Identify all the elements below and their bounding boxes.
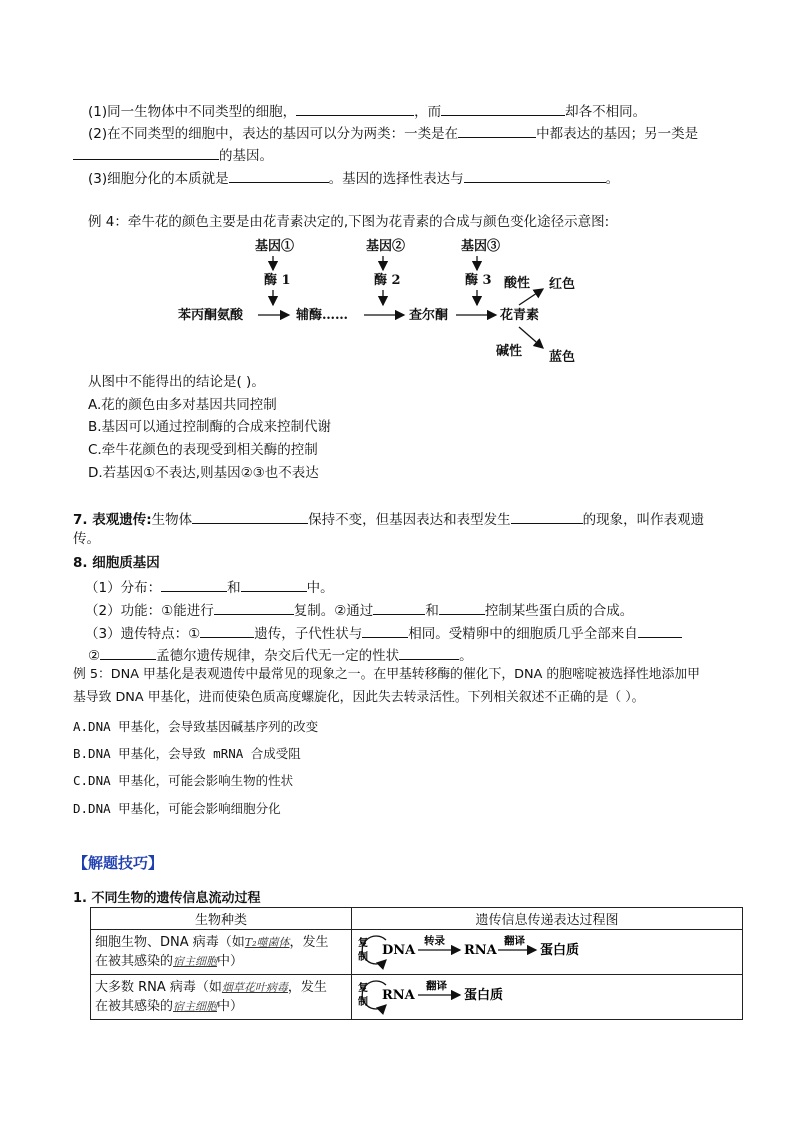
row1-flow	[352, 930, 743, 975]
blank	[439, 600, 485, 615]
blank	[638, 623, 682, 638]
section7-line: 7. 表观遗传:生物体 保持不变，但基因表达和表型发生 的现象，叫作表观遗	[73, 509, 704, 529]
anthocyanin-pathway-diagram	[0, 0, 794, 380]
example5-option-b: B.DNA 甲基化，会导致 mRNA 合成受阻	[73, 746, 301, 761]
arrow	[519, 289, 543, 305]
gene2-label: 基因②	[366, 239, 406, 254]
question-2: (2)在不同类型的细胞中，表达的基因可以分为两类：一类是在 中都表达的基因；另一类是	[88, 123, 698, 143]
svg-text:复: 复	[358, 983, 368, 994]
gene3-label: 基因③	[461, 239, 501, 254]
example5-option-a: A.DNA 甲基化，会导致基因碱基序列的改变	[73, 719, 319, 734]
blue-label: 蓝色	[549, 350, 576, 365]
section8-function: （2）功能：①能进行 复制。②通过 和 控制某些蛋白质的合成。	[85, 600, 633, 620]
svg-text:复: 复	[358, 938, 368, 949]
blank	[200, 623, 254, 638]
row1-species: 细胞生物、DNA 病毒（如T₂噬菌体，发生 在被其感染的宿主细胞中）	[91, 930, 352, 975]
table-header-species: 生物种类	[91, 908, 352, 930]
blank	[192, 509, 308, 524]
question-1: (1)同一生物体中不同类型的细胞， ，而 却各不相同。	[88, 101, 646, 121]
question-3: (3)细胞分化的本质就是 。基因的选择性表达与 。	[88, 168, 619, 188]
example4-stem: 例 4：牵牛花的颜色主要是由花青素决定的,下图为花青素的合成与颜色变化途径示意图:	[88, 214, 610, 230]
example5-line2: 基导致 DNA 甲基化，进而使染色质高度螺旋化，因此失去转录活性。下列相关叙述不正确的是（ ）。	[73, 690, 645, 705]
blank	[362, 623, 408, 638]
blank	[100, 645, 156, 660]
blank	[373, 600, 425, 615]
acid-label: 酸性	[504, 276, 531, 291]
dna-label: DNA	[382, 943, 416, 958]
rna-label: RNA	[464, 943, 497, 958]
row2-species: 大多数 RNA 病毒（如烟草花叶病毒，发生 在被其感染的宿主细胞中）	[91, 975, 352, 1020]
rna-label: RNA	[382, 988, 415, 1003]
example4-question: 从图中不能得出的结论是( )。	[88, 374, 265, 390]
example5-line1: 例 5：DNA 甲基化是表观遗传中最常见的现象之一。在甲基转移酶的催化下，DNA 的胞嘧啶被选择性地添加甲	[73, 667, 700, 682]
blank	[241, 577, 307, 592]
option-c: C.牵牛花颜色的表现受到相关酶的控制	[88, 442, 318, 458]
gene1-label: 基因①	[255, 239, 295, 254]
section8-traits-2: ② 孟德尔遗传规律，杂交后代无一定的性状 。	[88, 645, 473, 665]
base-label: 碱性	[496, 344, 523, 359]
anthocyanin-label: 花青素	[500, 308, 540, 323]
protein-label: 蛋白质	[540, 943, 580, 958]
dna-flow-diagram	[352, 930, 742, 970]
example5-option-d: D.DNA 甲基化，可能会影响细胞分化	[73, 801, 281, 816]
protein-label: 蛋白质	[464, 988, 504, 1003]
svg-text:翻译: 翻译	[504, 935, 525, 947]
option-b: B.基因可以通过控制酶的合成来控制代谢	[88, 419, 332, 435]
enzyme2-label: 酶 2	[374, 273, 401, 288]
section8-traits: （3）遗传特点：① 遗传，子代性状与 相同。受精卵中的细胞质几乎全部来自	[85, 623, 682, 643]
table-header-row	[91, 908, 743, 930]
tips-heading: 【解题技巧】	[73, 854, 164, 872]
genetic-flow-table	[90, 907, 743, 1020]
row2-flow	[352, 975, 743, 1020]
table-row	[91, 930, 743, 975]
section7-line2: 传。	[73, 531, 100, 547]
blank	[399, 645, 459, 660]
blank	[161, 577, 227, 592]
example5-option-c: C.DNA 甲基化，可能会影响生物的性状	[73, 773, 294, 788]
question-2-cont: 的基因。	[73, 145, 273, 165]
red-label: 红色	[549, 277, 576, 292]
enzyme3-label: 酶 3	[465, 273, 492, 288]
svg-text:翻译: 翻译	[426, 980, 447, 992]
blank	[214, 600, 294, 615]
chalcone-label: 查尔酮	[409, 308, 449, 323]
tips-item1: 1. 不同生物的遗传信息流动过程	[73, 891, 261, 906]
option-d: D.若基因①不表达,则基因②③也不表达	[88, 465, 319, 481]
option-a: A.花的颜色由多对基因共同控制	[88, 397, 277, 413]
coenzyme-label: 辅酶……	[296, 308, 349, 323]
svg-text:转录: 转录	[424, 935, 445, 947]
svg-text:制: 制	[358, 952, 368, 963]
arrow	[519, 327, 543, 348]
svg-text:制: 制	[358, 997, 368, 1008]
start-substance: 苯丙酮氨酸	[178, 308, 244, 323]
blank	[511, 509, 583, 524]
table-header-process: 遗传信息传递表达过程图	[352, 908, 743, 930]
table-row	[91, 975, 743, 1020]
section8-distribution: （1）分布： 和 中。	[85, 577, 334, 597]
rna-flow-diagram	[352, 975, 742, 1015]
enzyme1-label: 酶 1	[264, 273, 291, 288]
section8-heading: 8. 细胞质基因	[73, 555, 160, 571]
